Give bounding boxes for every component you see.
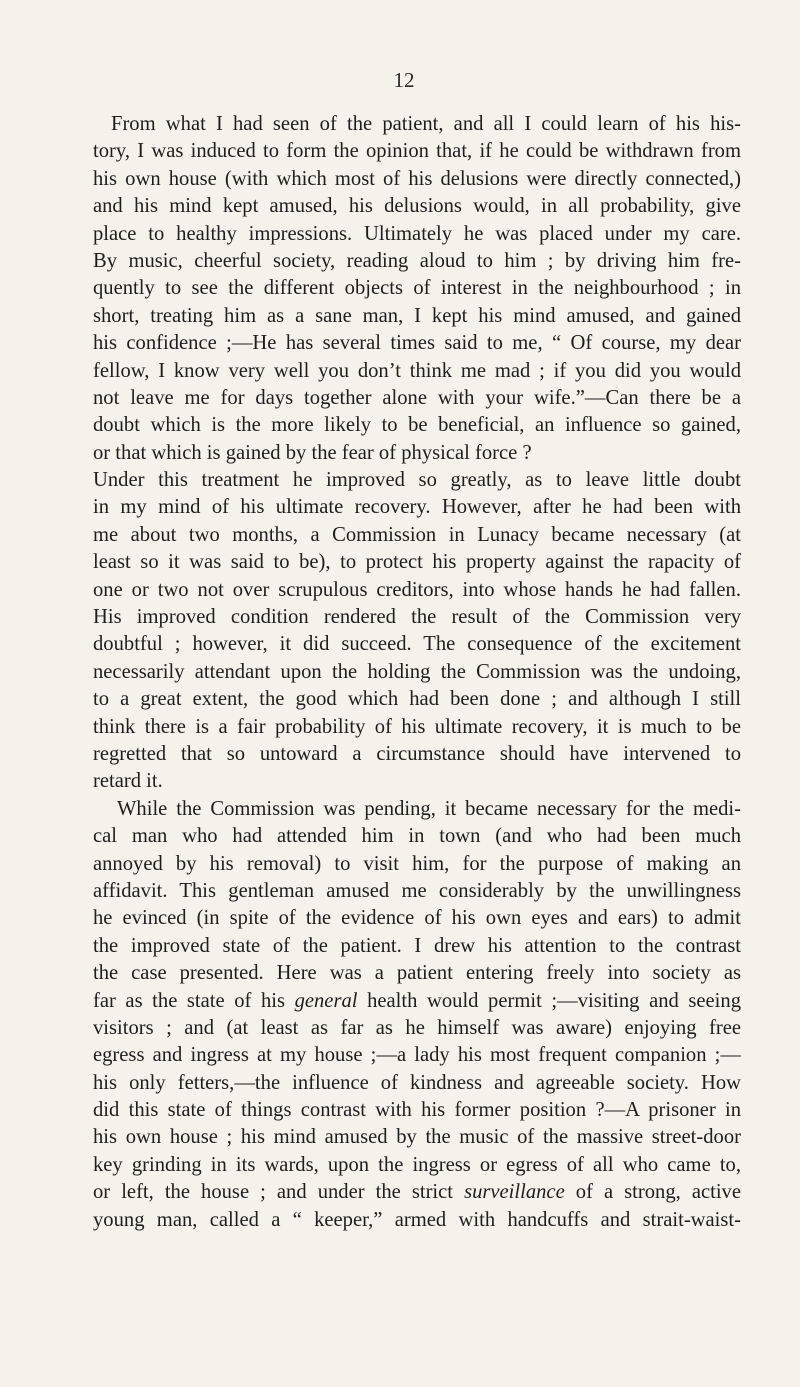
text-line: annoyed by his removal) to visit him, for the purpose of making an	[93, 852, 741, 875]
text-line: tory, I was induced to form the opinion that, if he could be withdrawn from	[93, 140, 741, 163]
emphasis-surveillance: surveillance	[464, 1181, 565, 1204]
text-segment: or left, the house ; and under the strict	[93, 1181, 465, 1204]
text-line: From what I had seen of the patient, and all I could learn of his his-	[111, 113, 741, 135]
text-line: place to healthy impressions. Ultimately he was placed under my care.	[93, 222, 741, 245]
text-segment: health would permit ;—visiting and seeing	[357, 989, 741, 1012]
text-line: to a great extent, the good which had been done ; and although I still	[93, 688, 741, 711]
text-line: By music, cheerful society, reading aloud to him ; by driving him fre-	[93, 249, 741, 272]
text-segment: far as the state of his	[93, 989, 295, 1012]
text-line: His improved condition rendered the result of the Commission very	[93, 606, 741, 629]
text-line: fellow, I know very well you don’t think me mad ; if you did you would	[93, 359, 741, 382]
text-line: and his mind kept amused, his delusions would, in all probability, give	[93, 195, 741, 218]
text-line: egress and ingress at my house ;—a lady his most frequent companion ;—	[93, 1044, 741, 1067]
text-line: Under this treatment he improved so greatly, as to leave little doubt	[93, 469, 741, 492]
body-text	[93, 111, 741, 1234]
text-line: in my mind of his ultimate recovery. However, after he had been with	[93, 496, 741, 519]
text-line: doubtful ; however, it did succeed. The consequence of the excitement	[93, 633, 741, 656]
text-line: retard it.	[93, 770, 163, 793]
text-line: or that which is gained by the fear of physical force ?	[93, 441, 532, 464]
text-line: young man, called a “ keeper,” armed with handcuffs and strait-waist-	[93, 1208, 741, 1231]
text-line: key grinding in its wards, upon the ingress or egress of all who came to,	[93, 1153, 741, 1176]
text-line: did this state of things contrast with his former position ?—A prisoner in	[93, 1099, 741, 1122]
text-line: not leave me for days together alone with your wife.”—Can there be a	[93, 386, 741, 409]
page-number: 12	[393, 68, 415, 92]
text-line: short, treating him as a sane man, I kept his mind amused, and gained	[93, 304, 741, 327]
text-line: his confidence ;—He has several times said to me, “ Of course, my dear	[93, 332, 741, 355]
text-line: he evinced (in spite of the evidence of his own eyes and ears) to admit	[93, 907, 741, 930]
text-line: affidavit. This gentleman amused me considerably by the unwillingness	[93, 879, 741, 902]
text-line: his own house ; his mind amused by the music of the massive street-door	[93, 1126, 741, 1149]
text-line-emphasis	[93, 988, 741, 1015]
text-line: regretted that so untoward a circumstance should have intervened to	[93, 742, 741, 765]
text-line: his only fetters,—the influence of kindness and agreeable society. How	[93, 1071, 741, 1094]
text-line: necessarily attendant upon the holding the Commission was the undoing,	[93, 660, 741, 683]
text-line: think there is a fair probability of his ultimate recovery, it is much to be	[93, 715, 741, 738]
text-line: the case presented. Here was a patient entering freely into society as	[93, 962, 741, 985]
text-line: me about two months, a Commission in Lunacy became necessary (at	[93, 523, 741, 546]
emphasis-general: general	[294, 989, 358, 1012]
text-segment: of a strong, active	[564, 1181, 741, 1204]
text-line: the improved state of the patient. I drew his attention to the contrast	[93, 934, 741, 957]
text-line: While the Commission was pending, it became necessary for the medi-	[117, 797, 741, 820]
text-line: doubt which is the more likely to be beneficial, an influence so gained,	[93, 414, 741, 437]
text-line-emphasis	[93, 1179, 741, 1206]
text-line: one or two not over scrupulous creditors, into whose hands he had fallen.	[93, 578, 741, 601]
text-line: visitors ; and (at least as far as he himself was aware) enjoying free	[93, 1016, 741, 1039]
text-line: quently to see the different objects of interest in the neighbourhood ; in	[93, 277, 741, 300]
text-line: his own house (with which most of his delusions were directly connected,)	[93, 167, 741, 190]
text-line: cal man who had attended him in town (and who had been much	[93, 825, 741, 848]
text-line: least so it was said to be), to protect his property against the rapacity of	[93, 551, 741, 574]
